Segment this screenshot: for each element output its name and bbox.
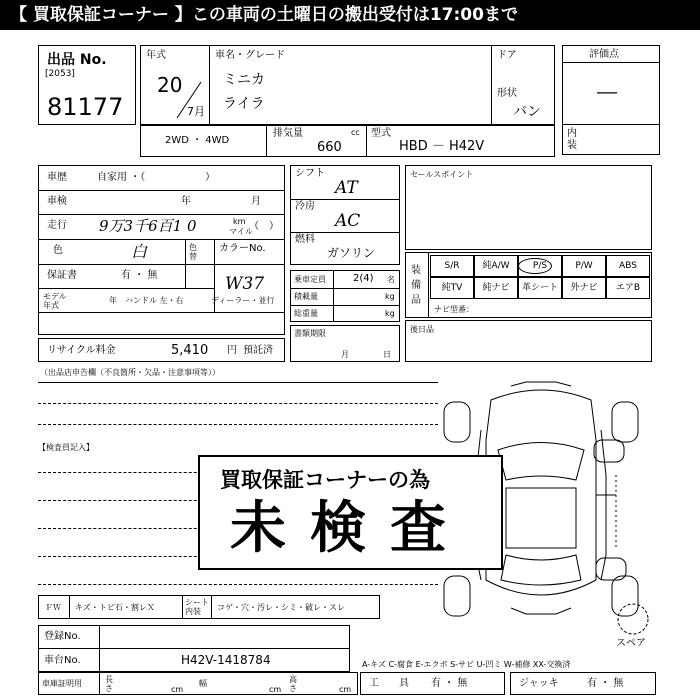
shift-block (290, 165, 400, 265)
equipment-item: 純ナビ (474, 277, 518, 299)
stamp-line-1: 買取保証コーナーの為 (220, 468, 430, 492)
history-label: 車歴 (47, 172, 67, 183)
recycle-note: 預託済 (243, 345, 273, 356)
equipment-item: 純TV (430, 277, 474, 299)
score-label: 評価点 (589, 49, 619, 60)
name-grade: ライラ (223, 96, 265, 112)
drive-value: 2WD ・ 4WD (165, 135, 230, 146)
inspection-label: 車検 (47, 196, 67, 207)
door-label: ドア (497, 50, 517, 61)
shape-label: 形状 (497, 88, 517, 99)
shift-value: AT (335, 178, 358, 198)
legend-seat: シート内装 (185, 598, 209, 616)
garage-length-cm: cm (171, 685, 184, 694)
color-change-label: 色替 (189, 243, 197, 261)
color-label: 色 (53, 245, 63, 256)
spare-label: スペア (616, 638, 646, 649)
damage-codes: A-キズ C-腐食 E-エクボ S-サビ U-凹ミ W-補修 XX-交換済 (362, 660, 571, 669)
garage-height-cm: cm (339, 685, 352, 694)
capacity-value: 2(4) (353, 273, 374, 284)
load-unit: kg (385, 292, 395, 301)
displacement-unit: cc (351, 128, 360, 137)
tools-value: 有 ・ 無 (431, 678, 468, 689)
capacity-unit: 名 (387, 275, 395, 284)
color-code-label: カラーNo. (219, 243, 266, 254)
model-code-value: HBD － H42V (399, 139, 485, 154)
spare-tire-icon (616, 602, 650, 636)
garage-width-cm: cm (269, 685, 282, 694)
displacement-value: 660 (317, 140, 342, 155)
inspector-label: 【検査員記入】 (38, 443, 94, 452)
model-year-label: モデル年式 (43, 292, 67, 310)
equipment-item: 純A/W (474, 255, 518, 277)
recycle-value: 5,410 (171, 343, 209, 358)
recycle-label: リサイクル料金 (47, 345, 116, 356)
chassis-label: 車台No. (44, 655, 81, 666)
capacity-block (290, 270, 400, 322)
model-year-handle: ハンドル 左・右 (125, 296, 184, 305)
displacement-label: 排気量 (273, 128, 303, 139)
lot-number: 81177 (47, 93, 124, 121)
garage-label: 車庫証明用 (42, 679, 82, 688)
recycle-unit: 円 (227, 345, 237, 356)
sales-point-label: セールスポイント (410, 170, 474, 179)
ps-circle-mark (518, 258, 552, 274)
history-value: 自家用 ・（ ） (97, 172, 216, 183)
doc-deadline-month: 月 (341, 350, 349, 359)
legend-fw: ＦＷ (45, 603, 61, 612)
color-code-value: W37 (225, 274, 265, 294)
doc-deadline-label: 書類期限 (294, 329, 326, 338)
fuel-label: 燃料 (295, 234, 315, 245)
aircon-value: AC (335, 211, 361, 231)
recycle-row (38, 338, 285, 362)
warranty-label: 保証書 (47, 270, 77, 281)
equipment-item: 革シート (518, 277, 562, 299)
equipment-item: S/R (430, 255, 474, 277)
name-label: 車名・グレード (215, 50, 285, 61)
mileage-label: 走行 (47, 220, 67, 231)
mileage-paren: （ ） (249, 221, 279, 232)
score-box (562, 45, 660, 155)
jack-label: ジャッキ (519, 678, 559, 689)
garage-row (38, 672, 358, 695)
weight-unit: kg (385, 309, 395, 318)
navi-model-label: ナビ型番： (434, 305, 474, 314)
warranty-value: 有 ・ 無 (121, 270, 158, 281)
model-year-dealer: ディーラー・並行 (211, 296, 275, 305)
registration-block (38, 625, 350, 672)
jack-value: 有 ・ 無 (587, 678, 624, 689)
fuel-value: ガソリン (327, 246, 376, 260)
doc-deadline-block (290, 325, 400, 362)
garage-width: 幅 (199, 679, 207, 688)
equipment-item: ABS (606, 255, 650, 277)
chassis-value: H42V-1418784 (181, 653, 271, 667)
doc-deadline-day: 日 (383, 350, 391, 359)
model-year-year: 年 (109, 296, 117, 305)
registration-label: 登録No. (44, 631, 81, 642)
mileage-value: 9万3千6百1 0 (99, 217, 197, 235)
tools-label: 工 具 (369, 678, 409, 689)
inspection-month: 月 (251, 196, 261, 207)
garage-length: 長さ (105, 675, 113, 693)
sales-point-box (405, 165, 652, 250)
stamp-line-2: 未検査 (230, 496, 470, 561)
shift-label: シフト (295, 168, 325, 179)
capacity-label: 乗車定員 (294, 275, 326, 284)
shape-value: バン (513, 104, 541, 120)
interior-label: 内装 (567, 128, 577, 151)
lot-box (38, 45, 136, 125)
year-value: 20 (157, 73, 183, 97)
score-value: ― (597, 79, 617, 103)
equipment-item: P/W (562, 255, 606, 277)
damage-legend-row (38, 595, 380, 619)
mileage-unit-mile: マイル (229, 227, 253, 236)
later-items-label: 後日品 (410, 325, 434, 334)
year-month: 7月 (187, 105, 205, 118)
equipment-item: P/S (518, 255, 562, 277)
garage-height: 高さ (289, 675, 297, 693)
legend-seat-items: コゲ・穴・汚レ・シミ・破レ・スレ (217, 603, 345, 612)
equipment-item: 外ナビ (562, 277, 606, 299)
history-block (38, 165, 285, 335)
legend-fw-items: キズ・トビ石・割レＸ (75, 603, 155, 612)
lot-sub-code: [2053] (45, 69, 75, 79)
name-model: ミニカ (223, 72, 265, 88)
vehicle-top-box (140, 45, 555, 125)
inspection-year: 年 (181, 196, 191, 207)
lot-label: 出品 No. (47, 52, 107, 68)
not-inspected-stamp (198, 455, 503, 570)
equipment-label: 装備品 (411, 265, 421, 306)
jack-box (510, 672, 656, 695)
mileage-unit-km: km (233, 217, 246, 226)
weight-label: 総重量 (294, 309, 318, 318)
seller-note-label: （出品店申告欄（不良箇所・欠品・注意事項等）） (40, 368, 220, 377)
load-label: 積載量 (294, 292, 318, 301)
top-banner: 【 買取保証コーナー 】この車両の土曜日の搬出受付は17:00まで (0, 0, 700, 30)
spec-row (140, 125, 555, 157)
model-code-label: 型式 (371, 128, 391, 139)
aircon-label: 冷房 (295, 201, 315, 212)
year-label: 年式 (146, 50, 166, 61)
later-items-box (405, 320, 652, 362)
equipment-item: エアB (606, 277, 650, 299)
color-value: 白 (131, 242, 148, 261)
tools-box (360, 672, 505, 695)
equipment-box (405, 252, 652, 318)
